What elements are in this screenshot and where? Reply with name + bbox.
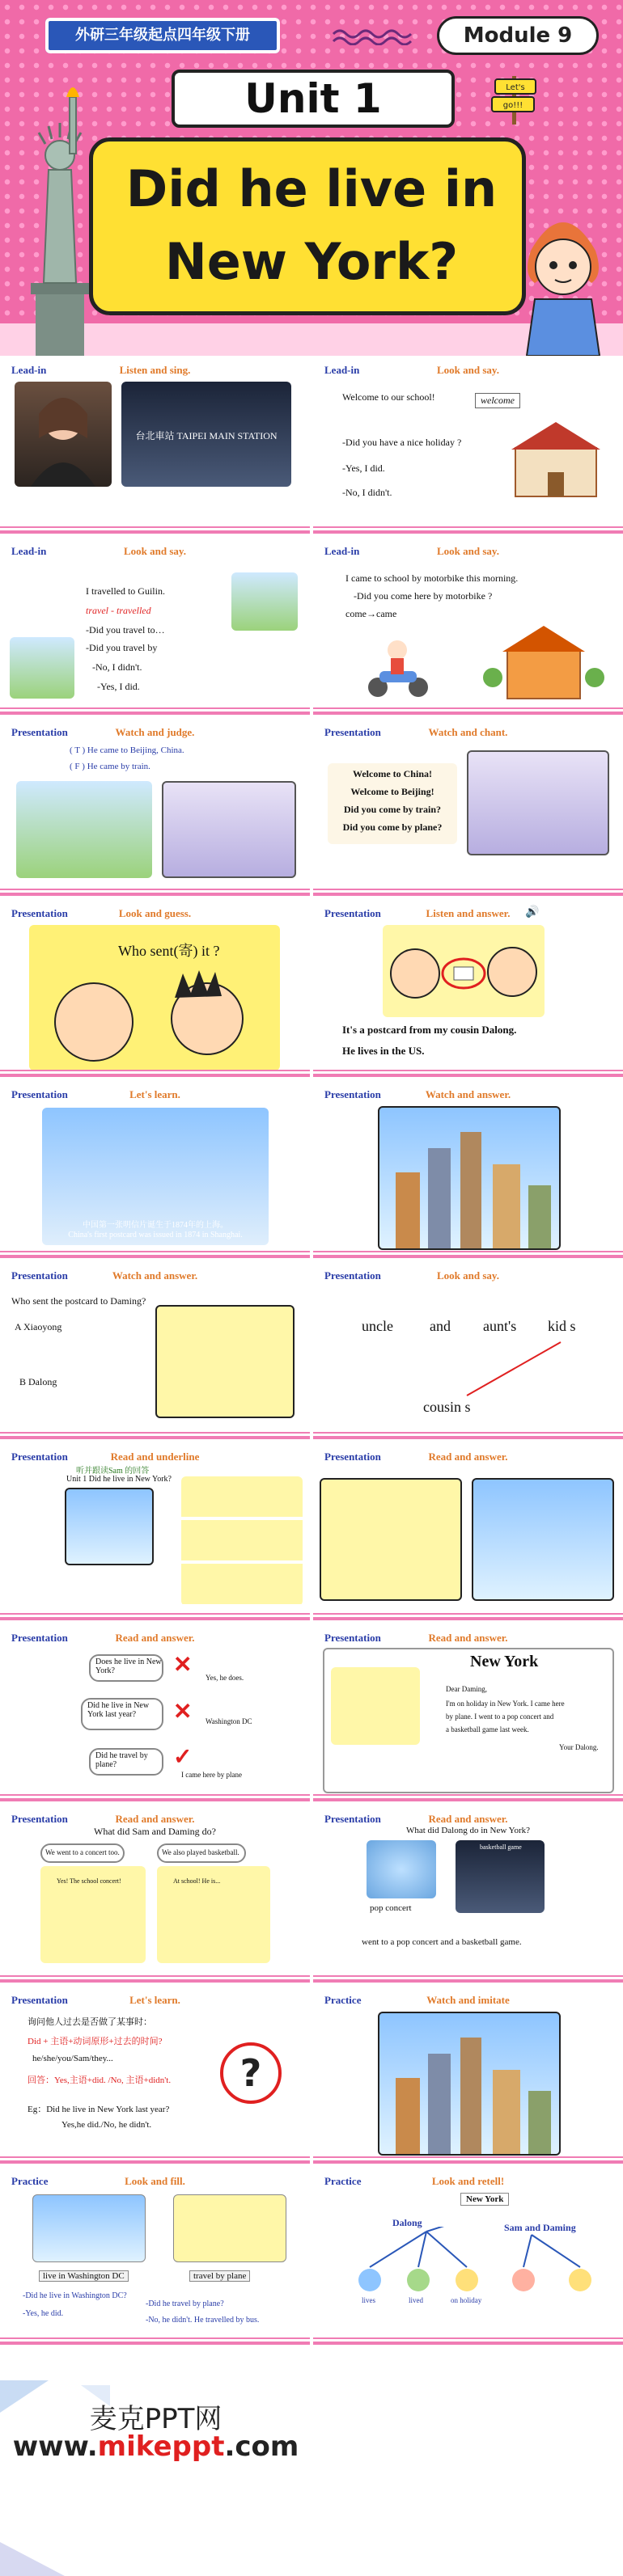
chant-box <box>328 763 457 844</box>
slide-activity: Look and say. <box>437 545 499 557</box>
check-icon: ✓ <box>173 1745 193 1770</box>
slide-section: Presentation <box>11 907 68 919</box>
letter-line-2: by plane. I went to a pop concert and <box>446 1712 554 1721</box>
question-1-bubble: Does he live in New York? <box>89 1654 163 1682</box>
letter-signature: Your Dalong. <box>559 1743 599 1751</box>
boys-cartoon-icon <box>45 965 264 1071</box>
comic-panel-2: At school! He is... <box>157 1866 270 1963</box>
video-frame[interactable] <box>378 2012 561 2156</box>
line-motorbike-q: -Did you come here by motorbike ? <box>354 590 493 602</box>
textbook-picture-1 <box>65 1488 154 1565</box>
line-no: -No, I didn't. <box>92 661 142 673</box>
slide-read-and-answer-1 <box>313 1446 623 1620</box>
slide-section: Lead-in <box>11 364 47 376</box>
slide-section: Practice <box>11 2175 49 2187</box>
slide-lead-in-motorbike <box>313 540 623 715</box>
children-cartoon <box>16 781 152 878</box>
line-no: -No, I didn't. <box>342 487 392 498</box>
slide-dalong-new-york <box>313 1808 623 1983</box>
fill-question-2: -Did he travel by plane? <box>146 2299 224 2308</box>
motorbike-rider-icon <box>362 629 434 702</box>
school-icon <box>507 416 604 505</box>
station-caption: 台北車站 TAIPEI MAIN STATION <box>135 430 278 441</box>
slide-lead-in-welcome <box>313 359 623 534</box>
retell-lived: lived <box>409 2296 423 2304</box>
postcard-picture <box>383 925 545 1017</box>
chant-3: Did you come by train? <box>344 804 441 815</box>
footer-url-prefix: www. <box>12 2430 98 2463</box>
fill-answer-1[interactable]: -Yes, he did. <box>23 2309 64 2318</box>
line-travel-by: -Did you travel by <box>86 642 158 653</box>
letter-line-3: a basketball game last week. <box>446 1725 529 1734</box>
dalong-answer: went to a pop concert and a basketball game. <box>362 1937 522 1947</box>
question-mark-icon <box>218 2041 283 2105</box>
label-washington: live in Washington DC <box>39 2270 129 2282</box>
wave-decoration <box>332 29 413 45</box>
retell-on-holiday: on holiday <box>451 2296 482 2304</box>
title-card <box>89 137 526 315</box>
slide-section: Presentation <box>11 726 68 738</box>
letter-picture <box>331 1667 420 1745</box>
cross-icon: ✕ <box>173 1653 193 1678</box>
girl-character-icon <box>515 202 612 356</box>
slide-activity: Read and underline <box>110 1451 200 1463</box>
option-a[interactable]: A Xiaoyong <box>15 1321 62 1332</box>
footer-url[interactable] <box>0 2430 312 2463</box>
postcard-caption-en: China's first postcard was issued in 1874 in Shanghai. <box>68 1231 243 1239</box>
slide-sam-daming <box>0 1808 310 1983</box>
retell-dalong: Dalong <box>392 2217 422 2228</box>
line-came: I came to school by motorbike this morning. <box>345 572 519 584</box>
slide-activity: Let's learn. <box>129 1088 180 1100</box>
slide-activity: Look and fill. <box>125 2175 185 2187</box>
letter-greeting: Dear Daming, <box>446 1685 487 1693</box>
slide-watch-and-imitate <box>313 1989 623 2164</box>
letter-line-1: I'm on holiday in New York. I came here <box>446 1700 565 1708</box>
speech-bubble: We went to a concert too. <box>40 1843 125 1863</box>
slide-section: Presentation <box>11 1269 68 1282</box>
grammar-subjects: he/she/you/Sam/they... <box>32 2054 113 2063</box>
word-cousins: cousin s <box>423 1399 471 1415</box>
fill-question-1: -Did he live in Washington DC? <box>23 2291 127 2300</box>
unit-title: Unit 1 <box>172 70 455 128</box>
slide-section: Presentation <box>324 726 381 738</box>
slide-activity: Look and retell! <box>431 2175 505 2187</box>
cover-slide <box>0 0 623 356</box>
slide-section: Presentation <box>324 1269 381 1282</box>
slide-cousins <box>313 1265 623 1439</box>
video-frame <box>467 750 609 855</box>
landscape-photo <box>10 637 74 699</box>
slide-section: Presentation <box>324 1451 381 1463</box>
judge-line-2: ( F ) He came by train. <box>70 762 150 771</box>
cross-icon: ✕ <box>173 1700 193 1725</box>
postcard-photo <box>42 1108 269 1245</box>
retell-sam-daming: Sam and Daming <box>504 2222 576 2233</box>
slide-activity: Look and guess. <box>118 907 192 919</box>
slide-look-and-guess <box>0 902 310 1077</box>
word-uncle: uncle <box>362 1318 393 1334</box>
statue-of-liberty-icon <box>11 49 100 356</box>
slide-letter <box>313 1627 623 1801</box>
slide-watch-and-judge <box>0 721 310 896</box>
line-postcard: It's a postcard from my cousin Dalong. <box>342 1024 517 1036</box>
slide-section: Lead-in <box>324 364 360 376</box>
answer-1: Yes, he does. <box>206 1674 244 1682</box>
answer-3: I came here by plane <box>181 1771 242 1779</box>
line-travel-form: travel - travelled <box>86 605 151 616</box>
title-line-1: Did he live in <box>125 159 498 218</box>
basketball-photo: basketball game <box>456 1840 545 1913</box>
slide-section: Presentation <box>324 1813 381 1825</box>
slide-activity: Look and say. <box>437 1269 499 1282</box>
chant-4: Did you come by plane? <box>342 821 443 833</box>
line-travelled: I travelled to Guilin. <box>86 585 165 597</box>
video-frame <box>162 781 296 878</box>
slide-watch-and-answer-city <box>313 1083 623 1258</box>
slide-activity: Listen and answer. <box>426 907 511 919</box>
retell-lives: lives <box>362 2296 375 2304</box>
bus-picture <box>173 2194 286 2262</box>
line-yes: -Yes, I did. <box>342 462 385 474</box>
slide-section: Practice <box>324 2175 362 2187</box>
underline-instruction: 听并跟读Sam 的回答 <box>76 1467 150 1476</box>
city-picture <box>378 1106 561 1250</box>
grammar-example-answer: Yes,he did./No, he didn't. <box>61 2120 152 2130</box>
arrow-icon <box>459 1339 564 1404</box>
slide-activity: Read and answer. <box>115 1632 195 1644</box>
question-sam-daming: What did Sam and Daming do? <box>94 1826 216 1837</box>
series-badge: 外研三年级起点四年级下册 <box>45 18 280 53</box>
guess-picture <box>29 925 280 1071</box>
slide-activity: Read and answer. <box>115 1813 195 1825</box>
slide-section: Lead-in <box>11 545 47 557</box>
slide-activity: Watch and answer. <box>425 1088 511 1100</box>
slide-section: Presentation <box>11 1994 68 2006</box>
footer-url-highlight: mikeppt <box>97 2430 225 2463</box>
judge-line-1: ( T ) He came to Beijing, China. <box>70 745 184 755</box>
answer-picture-1 <box>320 1478 462 1601</box>
line-holiday-q: -Did you have a nice holiday ? <box>342 437 462 448</box>
svg-text:?: ? <box>239 2051 262 2095</box>
decor-triangle <box>0 2542 65 2576</box>
speaker-icon[interactable]: 🔊 <box>525 906 540 918</box>
footer <box>0 2380 623 2576</box>
slide-listen-and-answer <box>313 902 623 1077</box>
slide-section: Presentation <box>324 1088 381 1100</box>
singer-photo <box>15 382 112 487</box>
chant-1: Welcome to China! <box>353 768 432 779</box>
word-and: and <box>430 1318 451 1334</box>
slide-activity: Look and say. <box>124 545 186 557</box>
question-3-bubble: Did he travel by plane? <box>89 1748 163 1776</box>
textbook-comic <box>181 1476 303 1606</box>
slide-activity: Watch and judge. <box>115 726 195 738</box>
fill-answer-2[interactable]: -No, he didn't. He travelled by bus. <box>146 2316 260 2325</box>
chant-2: Welcome to Beijing! <box>350 786 434 797</box>
white-house-picture <box>32 2194 146 2262</box>
guilin-photo <box>231 572 298 631</box>
slide-activity: Read and answer. <box>428 1632 508 1644</box>
textbook-title: Unit 1 Did he live in New York? <box>66 1475 172 1484</box>
grammar-answer: 回答：Yes,主语+did. /No, 主语+didn't. <box>28 2076 172 2085</box>
slide-activity: Watch and chant. <box>428 726 508 738</box>
footer-url-suffix: .com <box>224 2430 299 2463</box>
module-badge: Module 9 <box>437 16 599 55</box>
line-travel-to: -Did you travel to… <box>86 624 165 636</box>
slide-look-and-retell <box>313 2170 623 2345</box>
answer-picture-2 <box>472 1478 614 1601</box>
speech-bubble: We also played basketball. <box>157 1843 246 1863</box>
pop-concert-photo <box>367 1840 436 1898</box>
slide-look-and-fill <box>0 2170 310 2345</box>
line-yes: -Yes, I did. <box>97 681 140 692</box>
letter-postcard <box>323 1648 614 1793</box>
slide-activity: Listen and sing. <box>119 364 191 376</box>
slide-activity: Look and say. <box>437 364 499 376</box>
question-dalong: What did Dalong do in New York? <box>405 1826 531 1835</box>
slide-lets-learn-postcard <box>0 1083 310 1258</box>
answer-picture <box>155 1305 295 1418</box>
slide-activity: Read and answer. <box>428 1451 508 1463</box>
who-sent-question: Who sent(寄) it ? <box>118 943 220 959</box>
slide-section: Presentation <box>11 1088 68 1100</box>
title-line-2: New York? <box>164 232 459 291</box>
slide-section: Presentation <box>11 1813 68 1825</box>
grammar-intro: 询问他人过去是否做了某事时： <box>28 2017 152 2027</box>
slide-activity: Read and answer. <box>428 1813 508 1825</box>
retell-new-york: New York <box>460 2193 509 2206</box>
slide-activity: Let's learn. <box>129 1994 180 2006</box>
answer-2: Washington DC <box>206 1717 252 1725</box>
slide-who-sent <box>0 1265 310 1439</box>
line-welcome: Welcome to our school! <box>342 391 435 403</box>
slide-read-and-underline <box>0 1446 310 1620</box>
label-plane: travel by plane <box>189 2270 250 2282</box>
sign-text-2: go!!! <box>502 101 523 110</box>
slide-activity: Watch and imitate <box>426 1994 510 2006</box>
grammar-example: Eg：Did he live in New York last year? <box>28 2105 170 2114</box>
slide-activity: Watch and answer. <box>112 1269 198 1282</box>
line-come-came: come→came <box>345 608 397 619</box>
station-photo <box>121 382 291 487</box>
postcard-caption-cn: 中国第一张明信片诞生于1874年的上海。 <box>83 1221 228 1230</box>
pop-concert-label: pop concert <box>370 1903 412 1913</box>
sign-text-1: Let's <box>506 83 525 92</box>
slide-section: Presentation <box>324 1632 381 1644</box>
slide-section: Presentation <box>324 907 381 919</box>
word-kids: kid s <box>548 1318 576 1334</box>
slide-lead-in-travelled <box>0 540 310 715</box>
slide-section: Lead-in <box>324 545 360 557</box>
slide-section: Practice <box>324 1994 362 2006</box>
slide-section: Presentation <box>11 1632 68 1644</box>
school-building-icon <box>483 621 604 702</box>
question-2-bubble: Did he live in New York last year? <box>81 1698 163 1730</box>
footer-brand: 麦克PPT网 <box>89 2403 222 2435</box>
slide-lead-in-listen-and-sing <box>0 359 310 534</box>
grammar-pattern: Did + 主语+动词原形+过去的时间? <box>28 2037 163 2046</box>
slide-section: Presentation <box>11 1451 68 1463</box>
slide-watch-and-chant <box>313 721 623 896</box>
line-lives-us: He lives in the US. <box>342 1045 425 1057</box>
question-who-sent: Who sent the postcard to Daming? <box>11 1295 146 1307</box>
slide-read-and-answer-2 <box>0 1627 310 1801</box>
slide-lets-learn-grammar <box>0 1989 310 2164</box>
comic-panel-1: Yes! The school concert! <box>40 1866 146 1963</box>
signpost-icon <box>485 68 542 125</box>
welcome-sign: welcome <box>475 393 520 408</box>
option-b[interactable]: B Dalong <box>19 1376 57 1387</box>
letter-heading: New York <box>470 1653 539 1670</box>
word-aunts: aunt's <box>483 1318 517 1334</box>
